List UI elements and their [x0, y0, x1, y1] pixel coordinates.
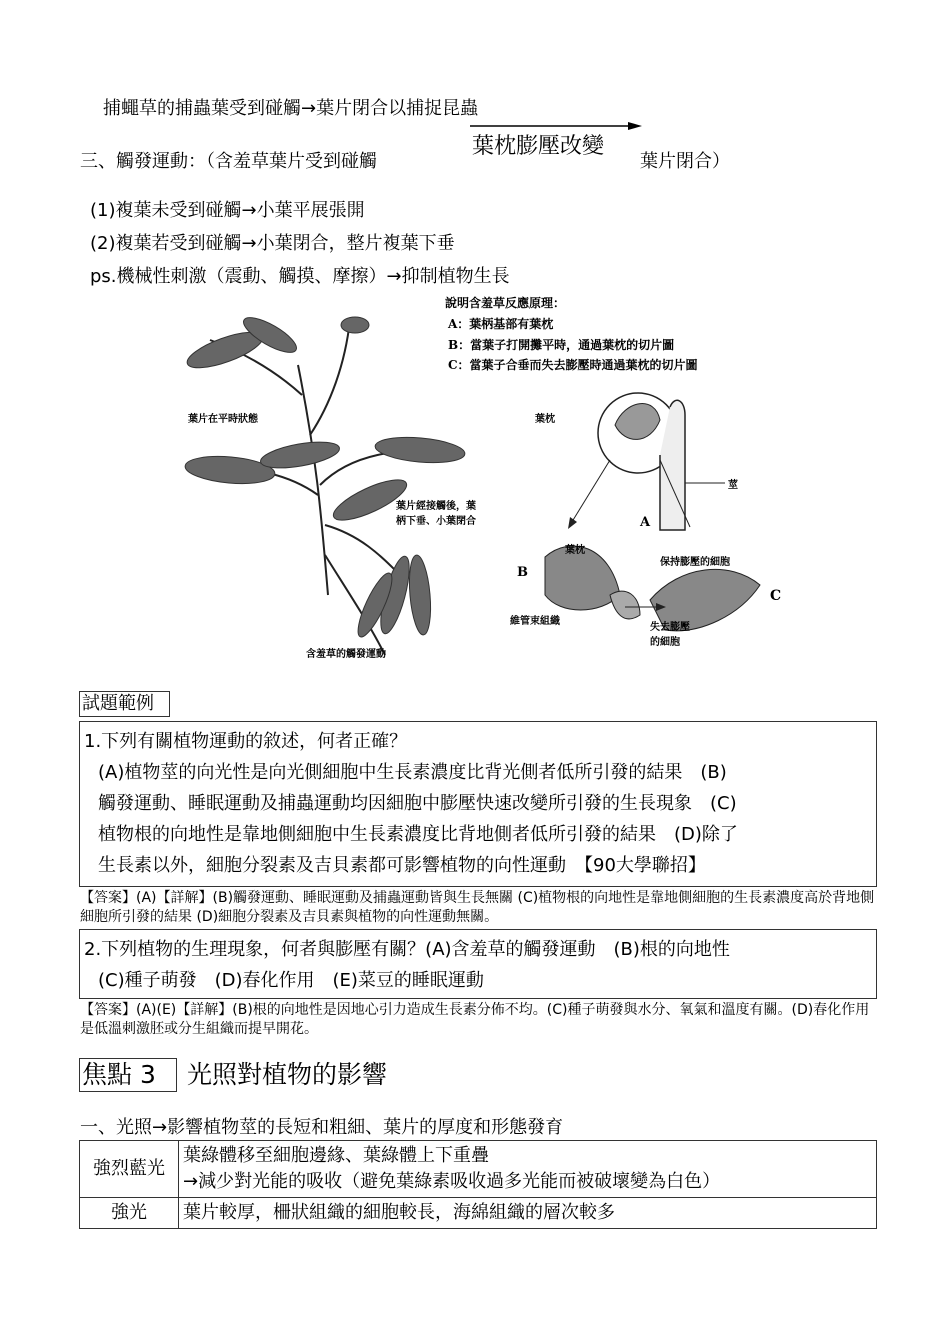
section3-prefix: 三、觸發運動：（含羞草葉片受到碰觸	[80, 151, 377, 172]
figure-explain-a: A：葉柄基部有葉枕	[448, 317, 554, 331]
question-2-line-2: (C)種子萌發 (D)春化作用 (E)菜豆的睡眠運動	[98, 970, 484, 991]
figure-explain-c: C：當葉子合垂而失去膨壓時通過葉枕的切片圖	[448, 358, 698, 372]
figure-explain-title: 說明含羞草反應原理：	[445, 296, 566, 310]
figure-label-pulvinus: 葉枕	[535, 414, 555, 425]
ps-note: ps.機械性刺激（震動、觸摸、摩擦）→抑制植物生長	[90, 266, 510, 287]
figure-label-turgor-keep: 保持膨壓的細胞	[660, 557, 730, 568]
figure-label-turgor-lost-2: 的細胞	[650, 637, 680, 648]
question-1-line-5: 生長素以外，細胞分裂素及吉貝素都可影響植物的向性運動 【90大學聯招】	[98, 855, 706, 876]
question-1-line-3: 觸發運動、睡眠運動及捕蟲運動均因細胞中膨壓快速改變所引發的生長現象 (C)	[98, 793, 737, 814]
figure-label-vascular: 維管束組織	[510, 616, 560, 627]
answer-1: 【答案】(A)【詳解】(B)觸發運動、睡眠運動及捕蟲運動皆與生長無關 (C)植物根的向地性是靠地側細胞的生長素濃度高於背地側細胞所引發的結果 (D)細胞分裂素及吉貝素與植物的向性運動無關。	[80, 890, 875, 925]
question-1	[79, 721, 877, 887]
table-row	[80, 1141, 877, 1198]
figure-label-touched-2: 柄下垂、小葉閉合	[396, 516, 476, 527]
light-intro: 一、光照→影響植物莖的長短和粗細、葉片的厚度和形態發育	[80, 1117, 564, 1138]
focus-title: 光照對植物的影響	[187, 1060, 388, 1089]
light-table	[79, 1140, 877, 1229]
examples-heading: 試題範例	[79, 691, 170, 717]
table-cell: 葉片較厚，柵狀組織的細胞較長，海綿組織的層次較多	[179, 1198, 877, 1229]
figure-label-A: A	[640, 515, 651, 530]
table-cell	[179, 1141, 877, 1198]
figure-label-normal: 葉片在平時狀態	[188, 414, 258, 425]
question-1-line-1: 1.下列有關植物運動的敘述，何者正確？	[84, 731, 408, 752]
figure-label-turgor-lost-1: 失去膨壓	[650, 622, 690, 633]
point-1: (1)複葉未受到碰觸→小葉平展張開	[90, 200, 365, 221]
question-2	[79, 929, 877, 999]
long-arrow-icon	[468, 118, 644, 132]
question-1-line-4: 植物根的向地性是靠地側細胞中生長素濃度比背地側者低所引發的結果 (D)除了	[98, 824, 738, 845]
figure-label-B: B	[517, 565, 528, 580]
focus-tag: 焦點 3	[79, 1058, 177, 1092]
section3-arrow-label: 葉枕膨壓改變	[472, 134, 605, 159]
table-head-cell: 強烈藍光	[80, 1141, 179, 1198]
question-1-line-2: (A)植物莖的向光性是向光側細胞中生長素濃度比背光側者低所引發的結果 (B)	[98, 762, 727, 783]
figure-label-touched-1: 葉片經接觸後，葉	[396, 501, 476, 512]
flytrap-line: 捕蠅草的捕蟲葉受到碰觸→葉片閉合以捕捉昆蟲	[103, 98, 479, 119]
table-head-cell: 強光	[80, 1198, 179, 1229]
table-cell-line-2: →減少對光能的吸收（避免葉綠素吸收過多光能而被破壞變為白色）	[183, 1171, 721, 1192]
question-2-line-1: 2.下列植物的生理現象，何者與膨壓有關？(A)含羞草的觸發運動 (B)根的向地性	[84, 939, 730, 960]
figure-label-C: C	[770, 588, 782, 604]
section3-suffix: 葉片閉合）	[640, 151, 730, 172]
point-2: (2)複葉若受到碰觸→小葉閉合，整片複葉下垂	[90, 233, 455, 254]
figure-label-stem: 莖	[728, 480, 738, 491]
figure-caption: 含羞草的觸發運動	[306, 649, 386, 660]
figure-label-pulvinus-b: 葉枕	[565, 545, 585, 556]
table-row	[80, 1198, 877, 1229]
figure-explain-b: B：當葉子打開攤平時，通過葉枕的切片圖	[448, 338, 675, 352]
table-cell-line-1: 葉綠體移至細胞邊緣、葉綠體上下重疊	[183, 1145, 489, 1166]
answer-2: 【答案】(A)(E)【詳解】(B)根的向地性是因地心引力造成生長素分佈不均。(C)種子萌發與水分、氧氣和溫度有關。(D)春化作用是低溫刺激胚或分生組織而提早開花。	[80, 1002, 870, 1037]
